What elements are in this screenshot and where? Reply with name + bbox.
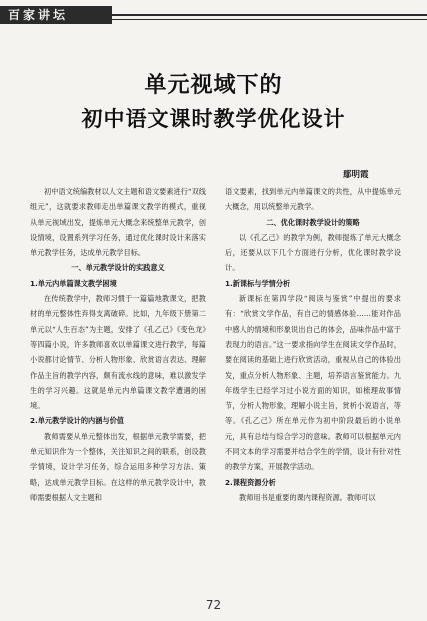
paragraph: 教师需要从单元整体出发，根据单元教学需要，把单元知识作为一个整体，关注知识之间的联系，创设教学情境，设计学习任务，综合运用多种学习方法、策略，达成单元教学目标。在这样的单元教学设计中，教师需要根据人文主题和 [30,431,206,502]
paragraph: 教师用书是重要的课内课程资源。教师可以 [239,492,376,502]
header-rule [112,14,427,16]
section-heading: 二、优化课时教学设计的策略 [266,217,360,227]
paragraph: 以《孔乙己》的教学为例，教师提炼了单元大概念后，还要从以下几个方面进行分析，优化课时教学设计。 [225,232,401,273]
page-number: 72 [205,598,222,612]
left-text-column [30,184,206,505]
section-header [0,0,427,28]
paragraph-continued: 语文要素，找到单元内单篇课文的共性，从中提炼单元大概念，用以统整单元教学。 [225,187,401,212]
section-heading: 一、单元教学设计的实践意义 [71,263,165,273]
article-title-line-2: 初中语文课时教学优化设计 [81,107,346,131]
paragraph: 初中语文统编教材以人文主题和语文要素进行“双线组元”，这就要求教师走出单篇课文教学的模式，重视从单元视域出发，提炼单元大概念来统整单元教学，创设情境，设置系列学习任务，通过优化课时设计来落实单元教学任务，达成单元教学目标。 [30,187,206,258]
header-rule-thin [112,19,427,20]
article-title-line-1: 单元视域下的 [144,73,283,98]
subsection-heading: 1.新课标与学情分析 [225,278,291,288]
section-label: 百家讲坛 [8,8,69,22]
subsection-heading: 1.单元内单篇课文教学困境 [30,278,117,288]
author-name: 鄢明霞 [343,170,369,180]
paragraph: 在传统教学中，教师习惯于一篇篇地教课文，把教材的单元整体性弃得支离破碎。比如，九年级下册第二单元以“人生百态”为主题，安排了《孔乙己》《变色龙》等四篇小说，许多教师喜欢以单篇课文进行教学，每篇小说都讨论情节、分析人物形象、欣赏语言表达、理解作品主旨的教学内容，颇有流水线的意味，难以激发学生的学习兴趣。这就是单元内单篇课文教学遭遇的困境。 [30,294,206,411]
subsection-heading: 2.单元教学设计的内涵与价值 [30,416,124,426]
paragraph: 新课标在第四学段“阅读与鉴赏”中提出的要求有：“欣赏文学作品，有自己的情感体验……能对作品中感人的情境和形象说出自己的体会，品味作品中富于表现力的语言。”这一要求指向学生在阅读文学作品时，要在阅读的基础上进行欣赏活动，重视从自己的体验出发，重点分析人物形象、主题，培养语言鉴赏能力。九年级学生已经学习过小说方面的知识，如梳理故事情节，分析人物形象，理解小说主旨，赏析小说语言，等等。《孔乙己》所在单元作为初中阶段最后的小说单元，具有总结与综合学习的意味。教师可以根据单元内不同文本的学习需要并结合学生的学情，设计有针对性的教学方案，开展教学活动。 [225,294,401,472]
subsection-heading: 2.课程资源分析 [225,477,276,487]
right-text-column [225,184,401,505]
